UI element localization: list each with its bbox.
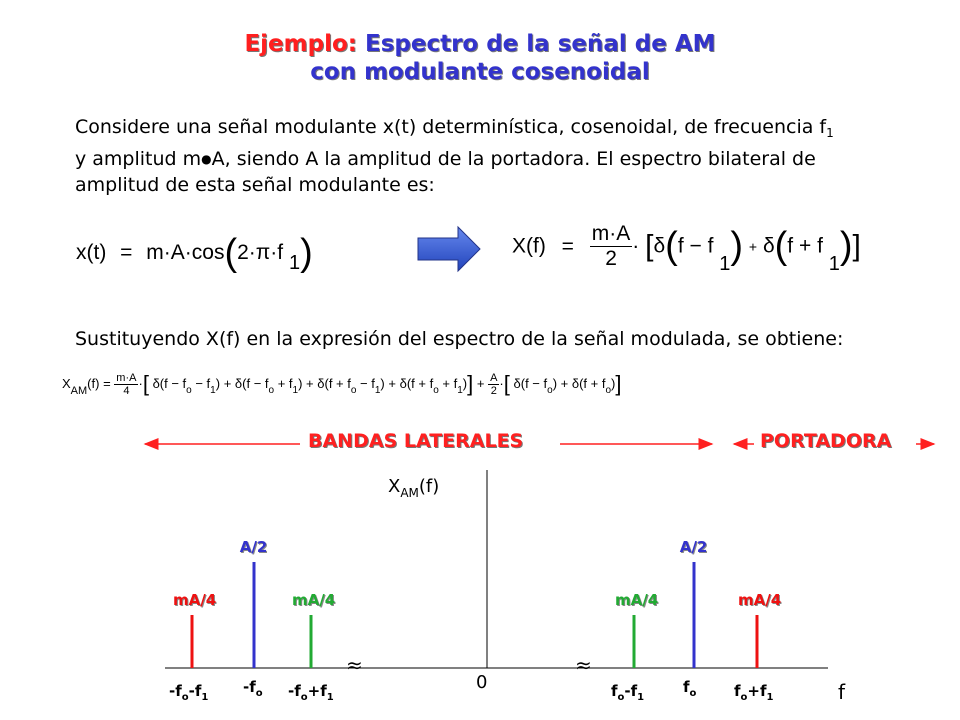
axis-break-left: ≈: [346, 653, 363, 677]
eq-bracket-open: [: [645, 229, 654, 263]
eq-sub1: 1: [719, 253, 731, 276]
amplitude-label-neg-carrier: A/2: [239, 538, 268, 556]
x-tick-label-neg-lsb: $-f_o-f_1$: [169, 682, 209, 703]
sub-o: o: [605, 385, 612, 396]
xam-bracket2-close: ]: [615, 371, 622, 396]
eq-paren-open: (: [224, 232, 238, 274]
sub-o: o: [268, 385, 275, 396]
label-portadora: PORTADORA: [760, 430, 892, 452]
title-line1: Espectro de la señal de AM: [356, 31, 716, 57]
sub-o: o: [186, 385, 192, 396]
eq-xt-body: m·A·cos: [146, 241, 225, 264]
eq-f1: f − f: [677, 234, 714, 258]
x-axis-label: f: [838, 680, 846, 704]
intro-line1-sub: 1: [826, 126, 834, 140]
title-line2: con modulante cosenoidal: [310, 59, 650, 85]
ylabel-sub: AM: [400, 486, 419, 500]
intro-line1: Considere una señal modulante x(t) determinística, cosenoidal, de frecuencia f: [75, 116, 827, 138]
eq-delta1: δ: [653, 234, 666, 258]
eq-sub2: 1: [828, 253, 840, 276]
intro-line3: amplitud de esta señal modulante es:: [75, 174, 435, 196]
xam-lhs-sub: AM: [70, 385, 88, 397]
term: + f: [438, 376, 458, 391]
label-bandas-laterales: BANDAS LATERALES: [308, 430, 524, 452]
eq-delta2: δ: [762, 234, 775, 258]
xam-lhs: X: [62, 376, 71, 391]
xam-den1: 4: [114, 384, 138, 397]
paren: (: [774, 225, 788, 268]
eq-xt-inner: 2·π·f: [237, 241, 284, 264]
eq-Xf-lhs: X(f): [512, 234, 546, 258]
ylabel-arg: (f): [418, 476, 440, 497]
small-dot: ·: [138, 376, 143, 391]
amplitude-label-neg-lsb: mA/4: [173, 591, 217, 609]
paren: ): [462, 376, 468, 391]
sub-1: 1: [374, 385, 381, 396]
bullet-dot: ●: [201, 152, 212, 166]
xam-num2: A: [490, 372, 498, 385]
x-tick-label-neg-usb: $-f_o+f_1$: [288, 682, 334, 703]
xam-t1: δ(f − f: [152, 376, 187, 391]
intro-line2a: y amplitud m: [75, 148, 202, 170]
amplitude-label-pos-lsb: mA/4: [615, 591, 659, 609]
xam-t6: + δ(f + f: [560, 376, 606, 391]
x-tick-label-pos-carrier: $f_o$: [683, 678, 697, 699]
paren: ): [552, 376, 558, 391]
small-dot: ·: [499, 376, 504, 391]
x-tick-label-neg-carrier: $-f_o$: [243, 678, 263, 699]
paren: (: [665, 225, 678, 268]
sub-o: o: [547, 385, 553, 396]
paren: ): [839, 225, 853, 268]
xam-bracket-close: ]: [467, 371, 474, 396]
eq-bracket-close: ]: [852, 229, 861, 263]
eq-paren-close: ): [300, 232, 313, 274]
eq-xt-equals: =: [120, 241, 133, 264]
xam-t5: δ(f − f: [513, 376, 548, 391]
xam-t4: + δ(f + f: [388, 376, 434, 391]
paren: ): [611, 376, 616, 391]
paren: ): [298, 376, 303, 391]
ylabel-main: X: [388, 476, 401, 497]
eq-Xf-num: m·A: [591, 222, 631, 245]
y-axis-label: [388, 476, 439, 500]
amplitude-label-pos-carrier: A/2: [679, 538, 708, 556]
eq-Xf-den: 2: [590, 246, 633, 271]
eq-xt-lhs: x(t): [76, 241, 107, 264]
xam-eq: =: [103, 376, 111, 391]
eq-plus: +: [748, 238, 758, 255]
term: − f: [356, 376, 375, 391]
sub-1: 1: [457, 385, 463, 396]
xam-t3: + δ(f + f: [306, 376, 351, 391]
eq-Xf-equals: =: [561, 234, 574, 258]
xam-arg: (f): [87, 376, 100, 391]
eq-Xf-dot: ·: [632, 234, 640, 258]
xam-bracket2-open: [: [503, 371, 510, 396]
xam-plus: +: [476, 376, 485, 391]
axis-break-right: ≈: [575, 653, 592, 677]
xam-t2: + δ(f − f: [223, 376, 269, 391]
substitution-text: Sustituyendo X(f) en la expresión del espectro de la señal modulada, se obtiene:: [75, 328, 844, 350]
sub-o: o: [433, 385, 439, 396]
xam-num1: m·A: [116, 372, 137, 385]
term: + f: [274, 376, 293, 391]
x-tick-label-pos-usb: $f_o+f_1$: [734, 682, 774, 703]
title-prefix: Ejemplo:: [244, 31, 357, 57]
sub-1: 1: [210, 385, 216, 396]
xam-bracket-open: [: [142, 371, 149, 396]
paren: ): [380, 376, 385, 391]
eq-f2: f + f: [787, 234, 823, 258]
paren: ): [730, 225, 744, 268]
intro-line2b: A, siendo A la amplitud de la portadora. El espectro bilateral de: [211, 148, 816, 170]
amplitude-label-neg-usb: mA/4: [292, 591, 336, 609]
origin-label: 0: [476, 672, 488, 693]
xam-den2: 2: [488, 384, 499, 397]
eq-xt-sub: 1: [288, 252, 301, 274]
sub-1: 1: [292, 385, 299, 396]
amplitude-label-pos-usb: mA/4: [738, 591, 782, 609]
x-tick-label-pos-lsb: $f_o-f_1$: [611, 682, 645, 703]
term: − f: [191, 376, 211, 391]
sub-o: o: [350, 385, 357, 396]
paren: ): [215, 376, 221, 391]
